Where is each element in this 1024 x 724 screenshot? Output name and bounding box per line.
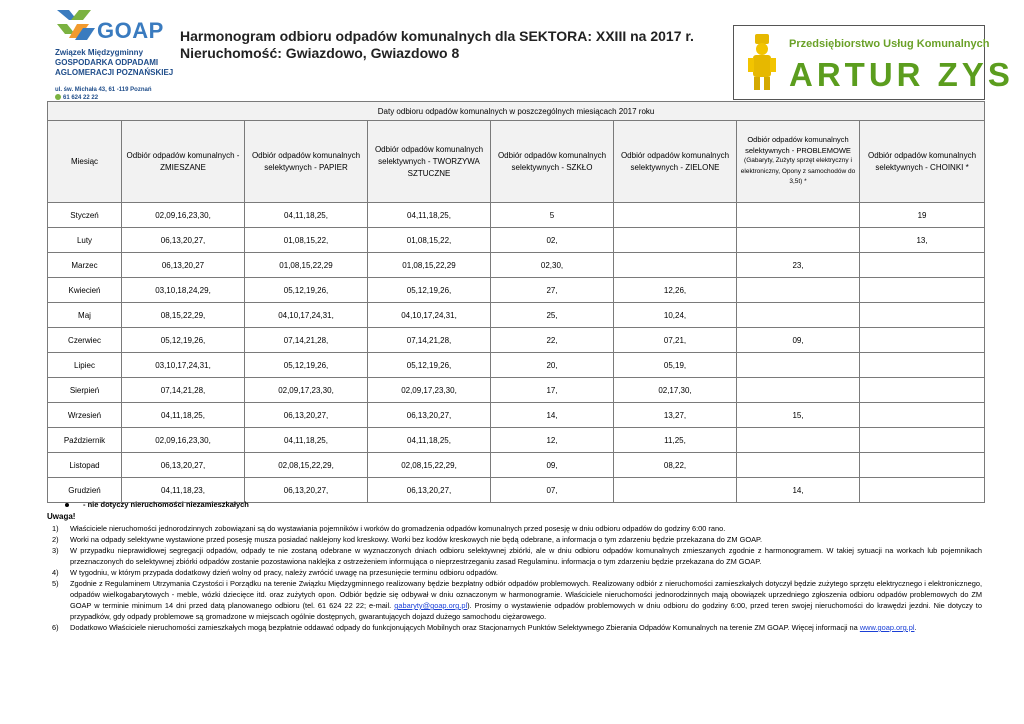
date-cell: 04,11,18,23, [122, 478, 245, 503]
date-cell: 09, [737, 328, 860, 353]
date-cell [737, 203, 860, 228]
goap-address: ul. św. Michała 43, 61 -119 Poznań 61 624 22 22 [55, 87, 152, 101]
company-logo [733, 25, 1014, 100]
date-cell [737, 353, 860, 378]
date-cell: 05,12,19,26, [245, 278, 368, 303]
date-cell: 04,11,18,25, [122, 403, 245, 428]
legend: - nie dotyczy nieruchomości niezamieszkałych [65, 500, 249, 509]
date-cell: 04,10,17,24,31, [368, 303, 491, 328]
goap-name: GOAP [97, 18, 164, 43]
note-item: 6) Dodatkowo Właściciele nieruchomości zamieszkałych mogą bezpłatnie oddawać odpady do funkcjonujących Mobilnych oraz Stacjonarnych Punktów Selektywnego Zbierania Odpadów Komunalnych na terenie ZM GOAP. Więcej informacji na www.goap.org.pl. [52, 623, 917, 632]
column-header: Odbiór odpadów komunalnych selektywnych - PAPIER [245, 121, 368, 203]
date-cell: 01,08,15,22,29 [368, 253, 491, 278]
date-cell: 15, [737, 403, 860, 428]
problemowe-note: (Gabaryty, Zużyty sprzęt elektryczny i elektroniczny, Opony z samochodów do 3,5t) * [740, 157, 856, 186]
date-cell: 07,21, [614, 328, 737, 353]
column-header: Odbiór odpadów komunalnych selektywnych - ZIELONE [614, 121, 737, 203]
table-row [48, 203, 985, 228]
table-caption: Daty odbioru odpadów komunalnych w poszczególnych miesiącach 2017 roku [48, 102, 985, 121]
notes-heading: Uwaga! [47, 512, 76, 521]
date-cell: 14, [737, 478, 860, 503]
date-cell: 02,09,17,23,30, [245, 378, 368, 403]
date-cell: 07, [491, 478, 614, 503]
date-cell: 19 [860, 203, 985, 228]
date-cell: 08,22, [614, 453, 737, 478]
table-row [48, 453, 985, 478]
date-cell: 04,11,18,25, [245, 203, 368, 228]
title-line-1: Harmonogram odbioru odpadów komunalnych dla SEKTORA: XXIII na 2017 r. [180, 28, 694, 44]
date-cell [737, 428, 860, 453]
month-cell: Sierpień [48, 378, 122, 403]
month-cell: Styczeń [48, 203, 122, 228]
date-cell: 04,11,18,25, [245, 428, 368, 453]
table-row [48, 428, 985, 453]
table-row [48, 278, 985, 303]
note-item: 4) W tygodniu, w którym przypada dodatkowy dzień wolny od pracy, należy zwrócić uwagę na przesunięcie terminu odbioru odpadów. [52, 568, 498, 577]
table-row [48, 403, 985, 428]
month-cell: Marzec [48, 253, 122, 278]
table-row [48, 328, 985, 353]
date-cell [860, 353, 985, 378]
month-cell: Wrzesień [48, 403, 122, 428]
date-cell: 02,30, [491, 253, 614, 278]
date-cell [860, 403, 985, 428]
date-cell: 02,08,15,22,29, [245, 453, 368, 478]
website-link[interactable]: www.goap.org.pl [859, 623, 915, 632]
bullet-icon [65, 503, 69, 507]
date-cell: 02, [491, 228, 614, 253]
date-cell: 05,12,19,26, [368, 278, 491, 303]
date-cell: 01,08,15,22, [245, 228, 368, 253]
date-cell [737, 303, 860, 328]
date-cell: 14, [491, 403, 614, 428]
date-cell [860, 328, 985, 353]
date-cell: 10,24, [614, 303, 737, 328]
month-cell: Czerwiec [48, 328, 122, 353]
date-cell: 02,08,15,22,29, [368, 453, 491, 478]
date-cell: 06,13,20,27, [122, 453, 245, 478]
date-cell: 05,19, [614, 353, 737, 378]
date-cell: 03,10,17,24,31, [122, 353, 245, 378]
date-cell: 25, [491, 303, 614, 328]
page-title [180, 28, 694, 62]
note-item: 2) Worki na odpady selektywne wystawione przed posesję musza posiadać naklejony kod kreskowy. Worki bez kodów kreskowych nie będą odebrane, a informacja o tym zdarzeniu będzie przekazana do ZM GOAP. [52, 535, 763, 544]
date-cell: 22, [491, 328, 614, 353]
notes-list [47, 523, 982, 633]
note-item: 3) W przypadku nieprawidłowej segregacji odpadów, odpady te nie zostaną odebrane w wyznaczonych dniach odbioru selektywnej zbiórki, ale w dniu odbioru odpadów komunalnych zmieszanych zgodnie z harmonogramem. W takiej sytuacji na workach lub pojemnikach przeznaczonych do selektywnej zbiórki odpadów zostanie pozostawiona naklejka z ostrzeżeniem informująca o nieprzestrzeganiu zasad Regulaminu. informacja o tym zdarzeniu będzie przekazana do ZM GOAP. [52, 546, 982, 566]
month-cell: Luty [48, 228, 122, 253]
date-cell [860, 378, 985, 403]
date-cell: 06,13,20,27 [122, 253, 245, 278]
table-row [48, 303, 985, 328]
column-header-problemowe: Odbiór odpadów komunalnych selektywnych - PROBLEMOWE (Gabaryty, Zużyty sprzęt elektryczny i elektroniczny, Opony z samochodów do 3,5t) * [737, 121, 860, 203]
month-cell: Maj [48, 303, 122, 328]
month-cell: Kwiecień [48, 278, 122, 303]
date-cell [614, 478, 737, 503]
date-cell: 06,13,20,27, [122, 228, 245, 253]
column-header: Odbiór odpadów komunalnych selektywnych - TWORZYWA SZTUCZNE [368, 121, 491, 203]
table-body [48, 203, 985, 503]
date-cell: 05,12,19,26, [368, 353, 491, 378]
table-row [48, 353, 985, 378]
date-cell: 06,13,20,27, [245, 403, 368, 428]
month-cell: Październik [48, 428, 122, 453]
date-cell: 13,27, [614, 403, 737, 428]
date-cell [860, 278, 985, 303]
date-cell: 11,25, [614, 428, 737, 453]
table-row [48, 478, 985, 503]
table-row [48, 253, 985, 278]
date-cell [860, 253, 985, 278]
note-item: 5) Zgodnie z Regulaminem Utrzymania Czystości i Porządku na terenie Związku Międzygminnego realizowany będzie bezpłatny odbiór odpadów problemowych. Realizowany odbiór z nieruchomości zamieszkałych dotyczył będzie zużytego sprzętu elektrycznego i elektronicznego, odpadów wielkogabarytowych - meble, wózki dziecięce itd. oraz zużytych opon. Odbiór będzie się odbywał w dniu oznaczonym w harmonogramie. Właściciele nieruchomości jednorodzinnych mają obowiązek uprzedniego zgłoszenia odbioru odpadów problemowych do ZM GOAP w terminie minimum 14 dni przed datą planowanego odbioru (tel. 61 624 22 22; e-mail. gabaryty@goap.org.pl). Prosimy o wystawienie odpadów problemowych w dniu odbioru do godziny 6:00, przed teren swojej nieruchomości do krawędzi jezdni. Nie dotyczy to przypadków, gdy odpady problemowe są gromadzone w miejscach ogólnie dostępnych, gwarantujących dojazd dużego samochodu ciężarowego. [52, 579, 982, 621]
date-cell: 07,14,21,28, [245, 328, 368, 353]
month-cell: Listopad [48, 453, 122, 478]
date-cell [614, 228, 737, 253]
table-header-row [48, 121, 985, 203]
title-line-2: Nieruchomość: Gwiazdowo, Gwiazdowo 8 [180, 45, 460, 61]
mascot-figure-icon [744, 32, 780, 92]
date-cell: 07,14,21,28, [368, 328, 491, 353]
date-cell: 27, [491, 278, 614, 303]
date-cell: 09, [491, 453, 614, 478]
note-item: 1) Właściciele nieruchomości jednorodzinnych zobowiązani są do wystawiania pojemników i worków do gromadzenia odpadów komunalnych przed posesję w dniu odbioru odpadów do godziny 6:00 rano. [52, 524, 726, 533]
goap-logo [55, 8, 175, 101]
month-cell: Grudzień [48, 478, 122, 503]
date-cell: 04,11,18,25, [368, 203, 491, 228]
column-header: Miesiąc [48, 121, 122, 203]
date-cell: 05,12,19,26, [122, 328, 245, 353]
table-row [48, 228, 985, 253]
phone-icon [55, 94, 61, 100]
date-cell: 17, [491, 378, 614, 403]
date-cell [737, 228, 860, 253]
date-cell: 02,17,30, [614, 378, 737, 403]
date-cell [860, 428, 985, 453]
date-cell: 06,13,20,27, [368, 478, 491, 503]
date-cell: 13, [860, 228, 985, 253]
date-cell: 04,11,18,25, [368, 428, 491, 453]
column-header: Odbiór odpadów komunalnych - ZMIESZANE [122, 121, 245, 203]
date-cell: 12, [491, 428, 614, 453]
date-cell: 01,08,15,22, [368, 228, 491, 253]
company-logo-line-2: ARTUR ZYS [789, 56, 1014, 93]
date-cell [614, 253, 737, 278]
date-cell: 07,14,21,28, [122, 378, 245, 403]
company-logo-line-1: Przedsiębiorstwo Usług Komunalnych [789, 38, 990, 50]
schedule-table [47, 101, 985, 503]
date-cell: 06,13,20,27, [245, 478, 368, 503]
date-cell [614, 203, 737, 228]
date-cell: 02,09,16,23,30, [122, 428, 245, 453]
goap-mark-icon [55, 8, 99, 44]
date-cell [737, 278, 860, 303]
date-cell [860, 303, 985, 328]
date-cell: 01,08,15,22,29 [245, 253, 368, 278]
date-cell: 23, [737, 253, 860, 278]
goap-org-name: Związek Międzygminny GOSPODARKA ODPADAMI AGLOMERACJI POZNAŃSKIEJ [55, 48, 174, 77]
date-cell: 02,09,16,23,30, [122, 203, 245, 228]
month-cell: Lipiec [48, 353, 122, 378]
column-header: Odbiór odpadów komunalnych selektywnych - CHOINKI * [860, 121, 985, 203]
date-cell: 12,26, [614, 278, 737, 303]
date-cell: 06,13,20,27, [368, 403, 491, 428]
date-cell: 02,09,17,23,30, [368, 378, 491, 403]
email-link[interactable]: gabaryty@goap.org.pl [394, 601, 468, 610]
date-cell [737, 453, 860, 478]
date-cell [860, 453, 985, 478]
date-cell: 20, [491, 353, 614, 378]
column-header: Odbiór odpadów komunalnych selektywnych - SZKŁO [491, 121, 614, 203]
date-cell: 03,10,18,24,29, [122, 278, 245, 303]
date-cell: 05,12,19,26, [245, 353, 368, 378]
table-row [48, 378, 985, 403]
date-cell: 5 [491, 203, 614, 228]
date-cell [860, 478, 985, 503]
date-cell [737, 378, 860, 403]
date-cell: 04,10,17,24,31, [245, 303, 368, 328]
date-cell: 08,15,22,29, [122, 303, 245, 328]
